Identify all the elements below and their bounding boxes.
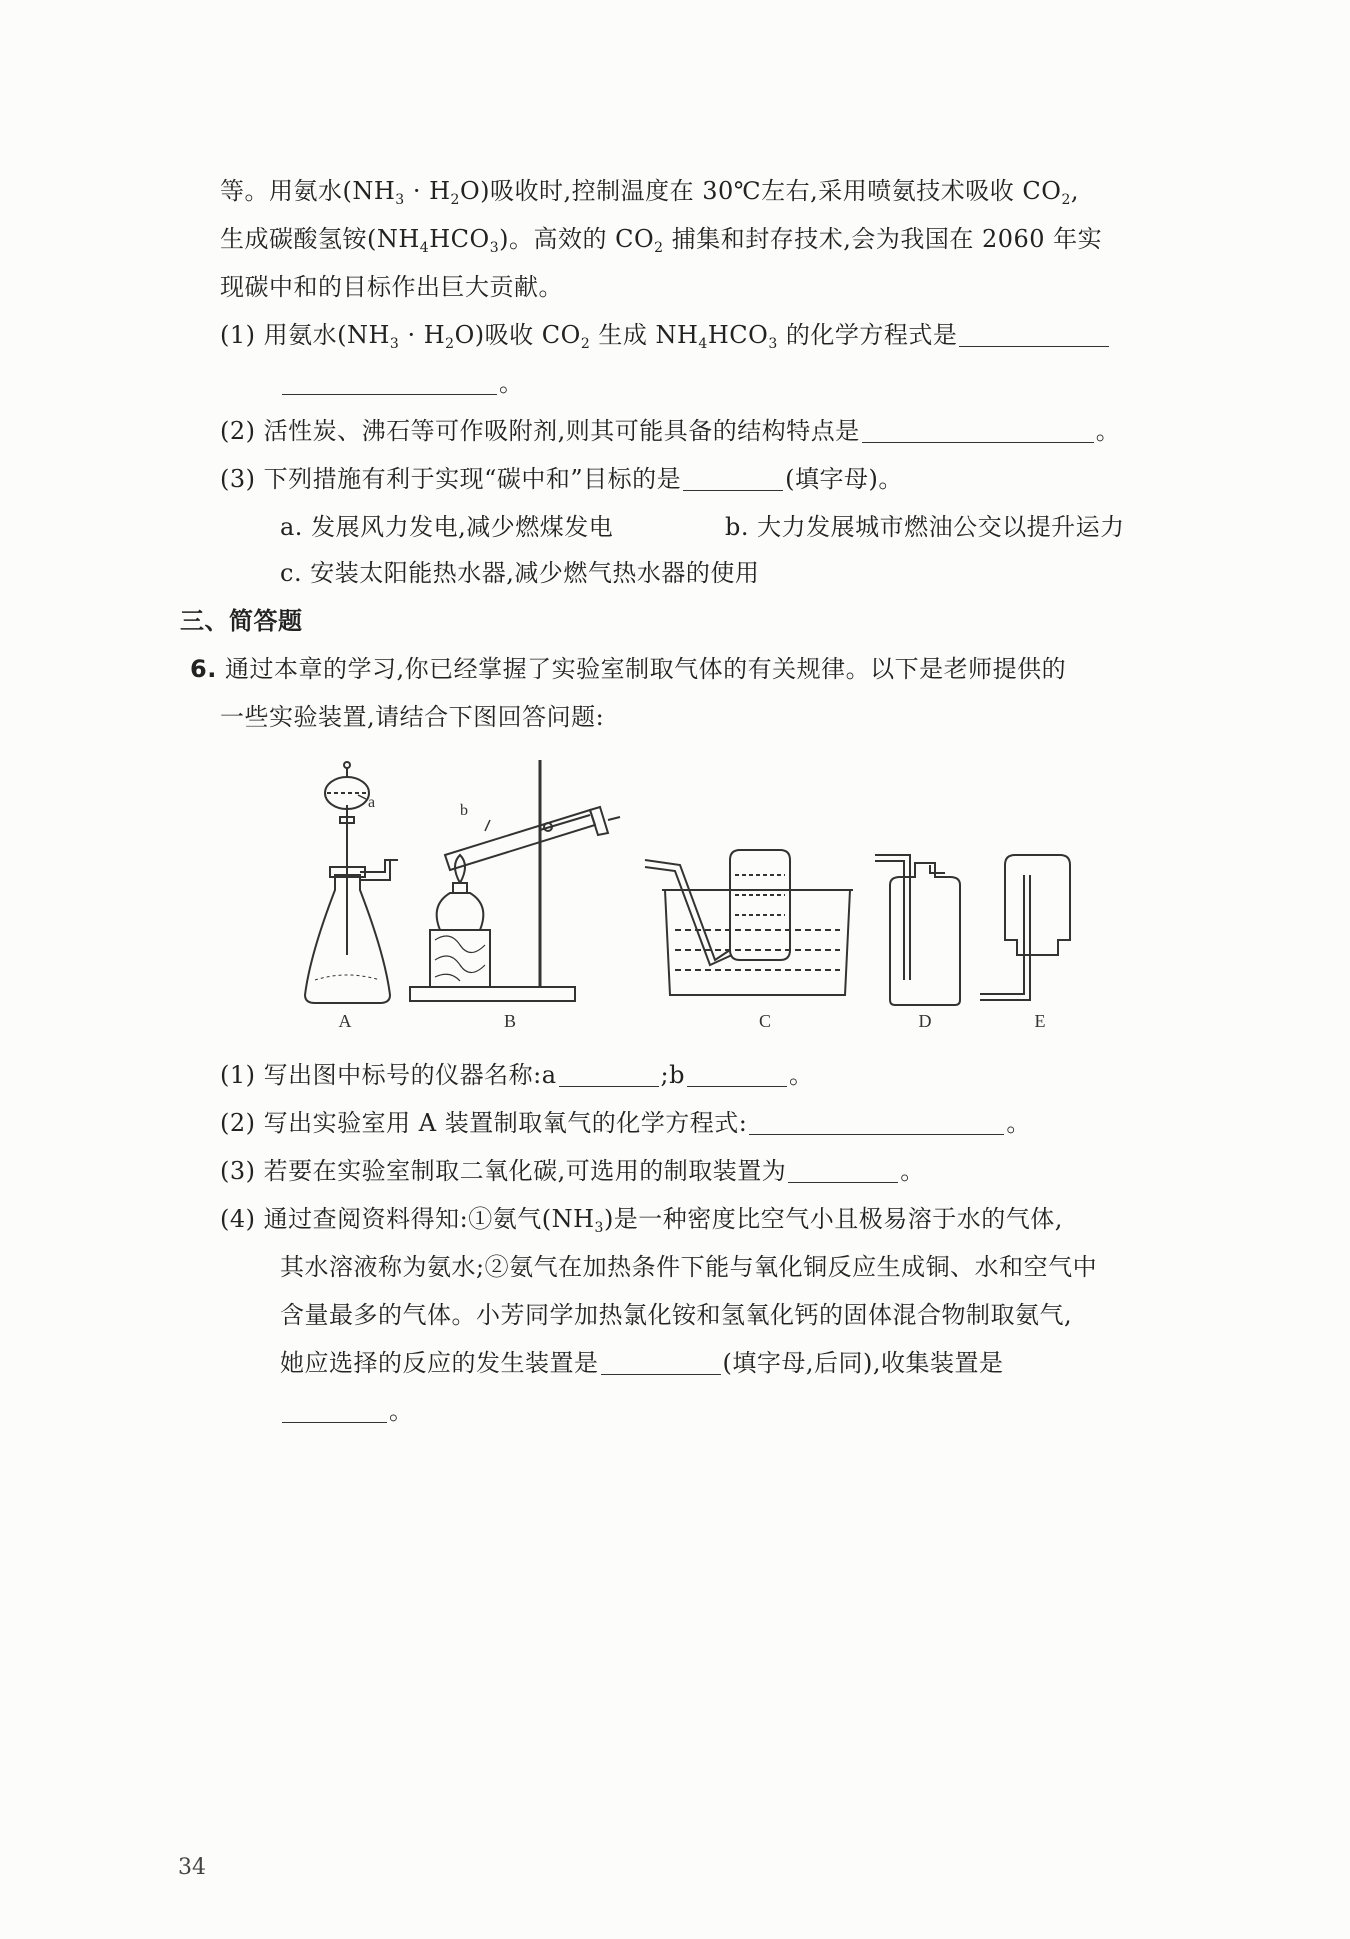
answer-blank[interactable] [862,416,1094,443]
intro-line-2: 生成碳酸氢铵$(NH_4HCO_3)$。高效的 $CO_2$ 捕集和封存技术,会为我国在 2060 年实 [220,225,1103,256]
apparatus-c [645,850,853,995]
answer-blank[interactable] [601,1348,721,1375]
q6-part4-line-1: (4) 通过查阅资料得知:①氨气$(NH_3)$是一种密度比空气小且极易溶于水的气体, [220,1205,1063,1236]
answer-blank[interactable] [282,368,497,395]
q5-part3: (3) 下列措施有利于实现“碳中和”目标的是 (填字母)。 [220,465,903,493]
q5-option-c: c. 安装太阳能热水器,减少燃气热水器的使用 [280,559,760,587]
q6-part3: (3) 若要在实验室制取二氧化碳,可选用的制取装置为 。 [220,1157,925,1185]
q6-part4-line-3: 含量最多的气体。小芳同学加热氯化铵和氢氧化钙的固体混合物制取氨气, [280,1301,1073,1329]
caption-e: E [1034,1011,1046,1031]
label-b: b [460,802,468,819]
caption-c: C [758,1011,772,1031]
label-a: a [368,794,376,811]
caption-a: A [338,1011,352,1031]
answer-blank[interactable] [749,1108,1004,1135]
q5-option-a: a. 发展风力发电,减少燃煤发电 [280,513,614,541]
q5-option-b: b. 大力发展城市燃油公交以提升运力 [725,513,1125,541]
q5-part1-cont: 。 [280,366,524,400]
q6-part2: (2) 写出实验室用 A 装置制取氧气的化学方程式: 。 [220,1109,1031,1137]
apparatus-a [305,762,398,1003]
answer-blank[interactable] [959,320,1109,347]
answer-blank[interactable] [687,1060,787,1087]
caption-d: D [918,1011,932,1031]
q6-part1: (1) 写出图中标号的仪器名称:a ;b 。 [220,1061,814,1089]
answer-blank[interactable] [683,464,783,491]
page-number: 34 [178,1855,206,1880]
section-title: 三、简答题 [180,607,303,635]
q5-part2: (2) 活性炭、沸石等可作吸附剂,则其可能具备的结构特点是 。 [220,417,1121,445]
q6-part4-line-5: 。 [280,1394,414,1428]
apparatus-e [980,855,1070,1000]
answer-blank[interactable] [559,1060,659,1087]
apparatus-b [410,760,620,1001]
caption-b: B [503,1011,517,1031]
apparatus-figure [290,755,1090,1035]
q5-part1: (1) 用氨水$(NH_3 \cdot H_2O)$吸收 $CO_2$ 生成 $NH_4HCO_3$ 的化学方程式是 [220,318,1111,361]
intro-line-3: 现碳中和的目标作出巨大贡献。 [220,273,563,301]
q6-stem-line-2: 一些实验装置,请结合下图回答问题: [220,703,605,731]
q6-stem-line-1: 6. 通过本章的学习,你已经掌握了实验室制取气体的有关规律。以下是老师提供的 [190,655,1067,683]
intro-line-1: 等。用氨水$(NH_3 \cdot H_2O)$吸收时,控制温度在 30℃左右,采用喷氨技术吸收 $CO_2$, [220,177,1080,208]
answer-blank[interactable] [788,1156,898,1183]
q6-part4-line-2: 其水溶液称为氨水;②氨气在加热条件下能与氧化铜反应生成铜、水和空气中 [280,1253,1098,1281]
q6-part4-line-4: 她应选择的反应的发生装置是 (填字母,后同),收集装置是 [280,1349,1004,1377]
answer-blank[interactable] [282,1396,387,1423]
apparatus-d [875,855,960,1005]
